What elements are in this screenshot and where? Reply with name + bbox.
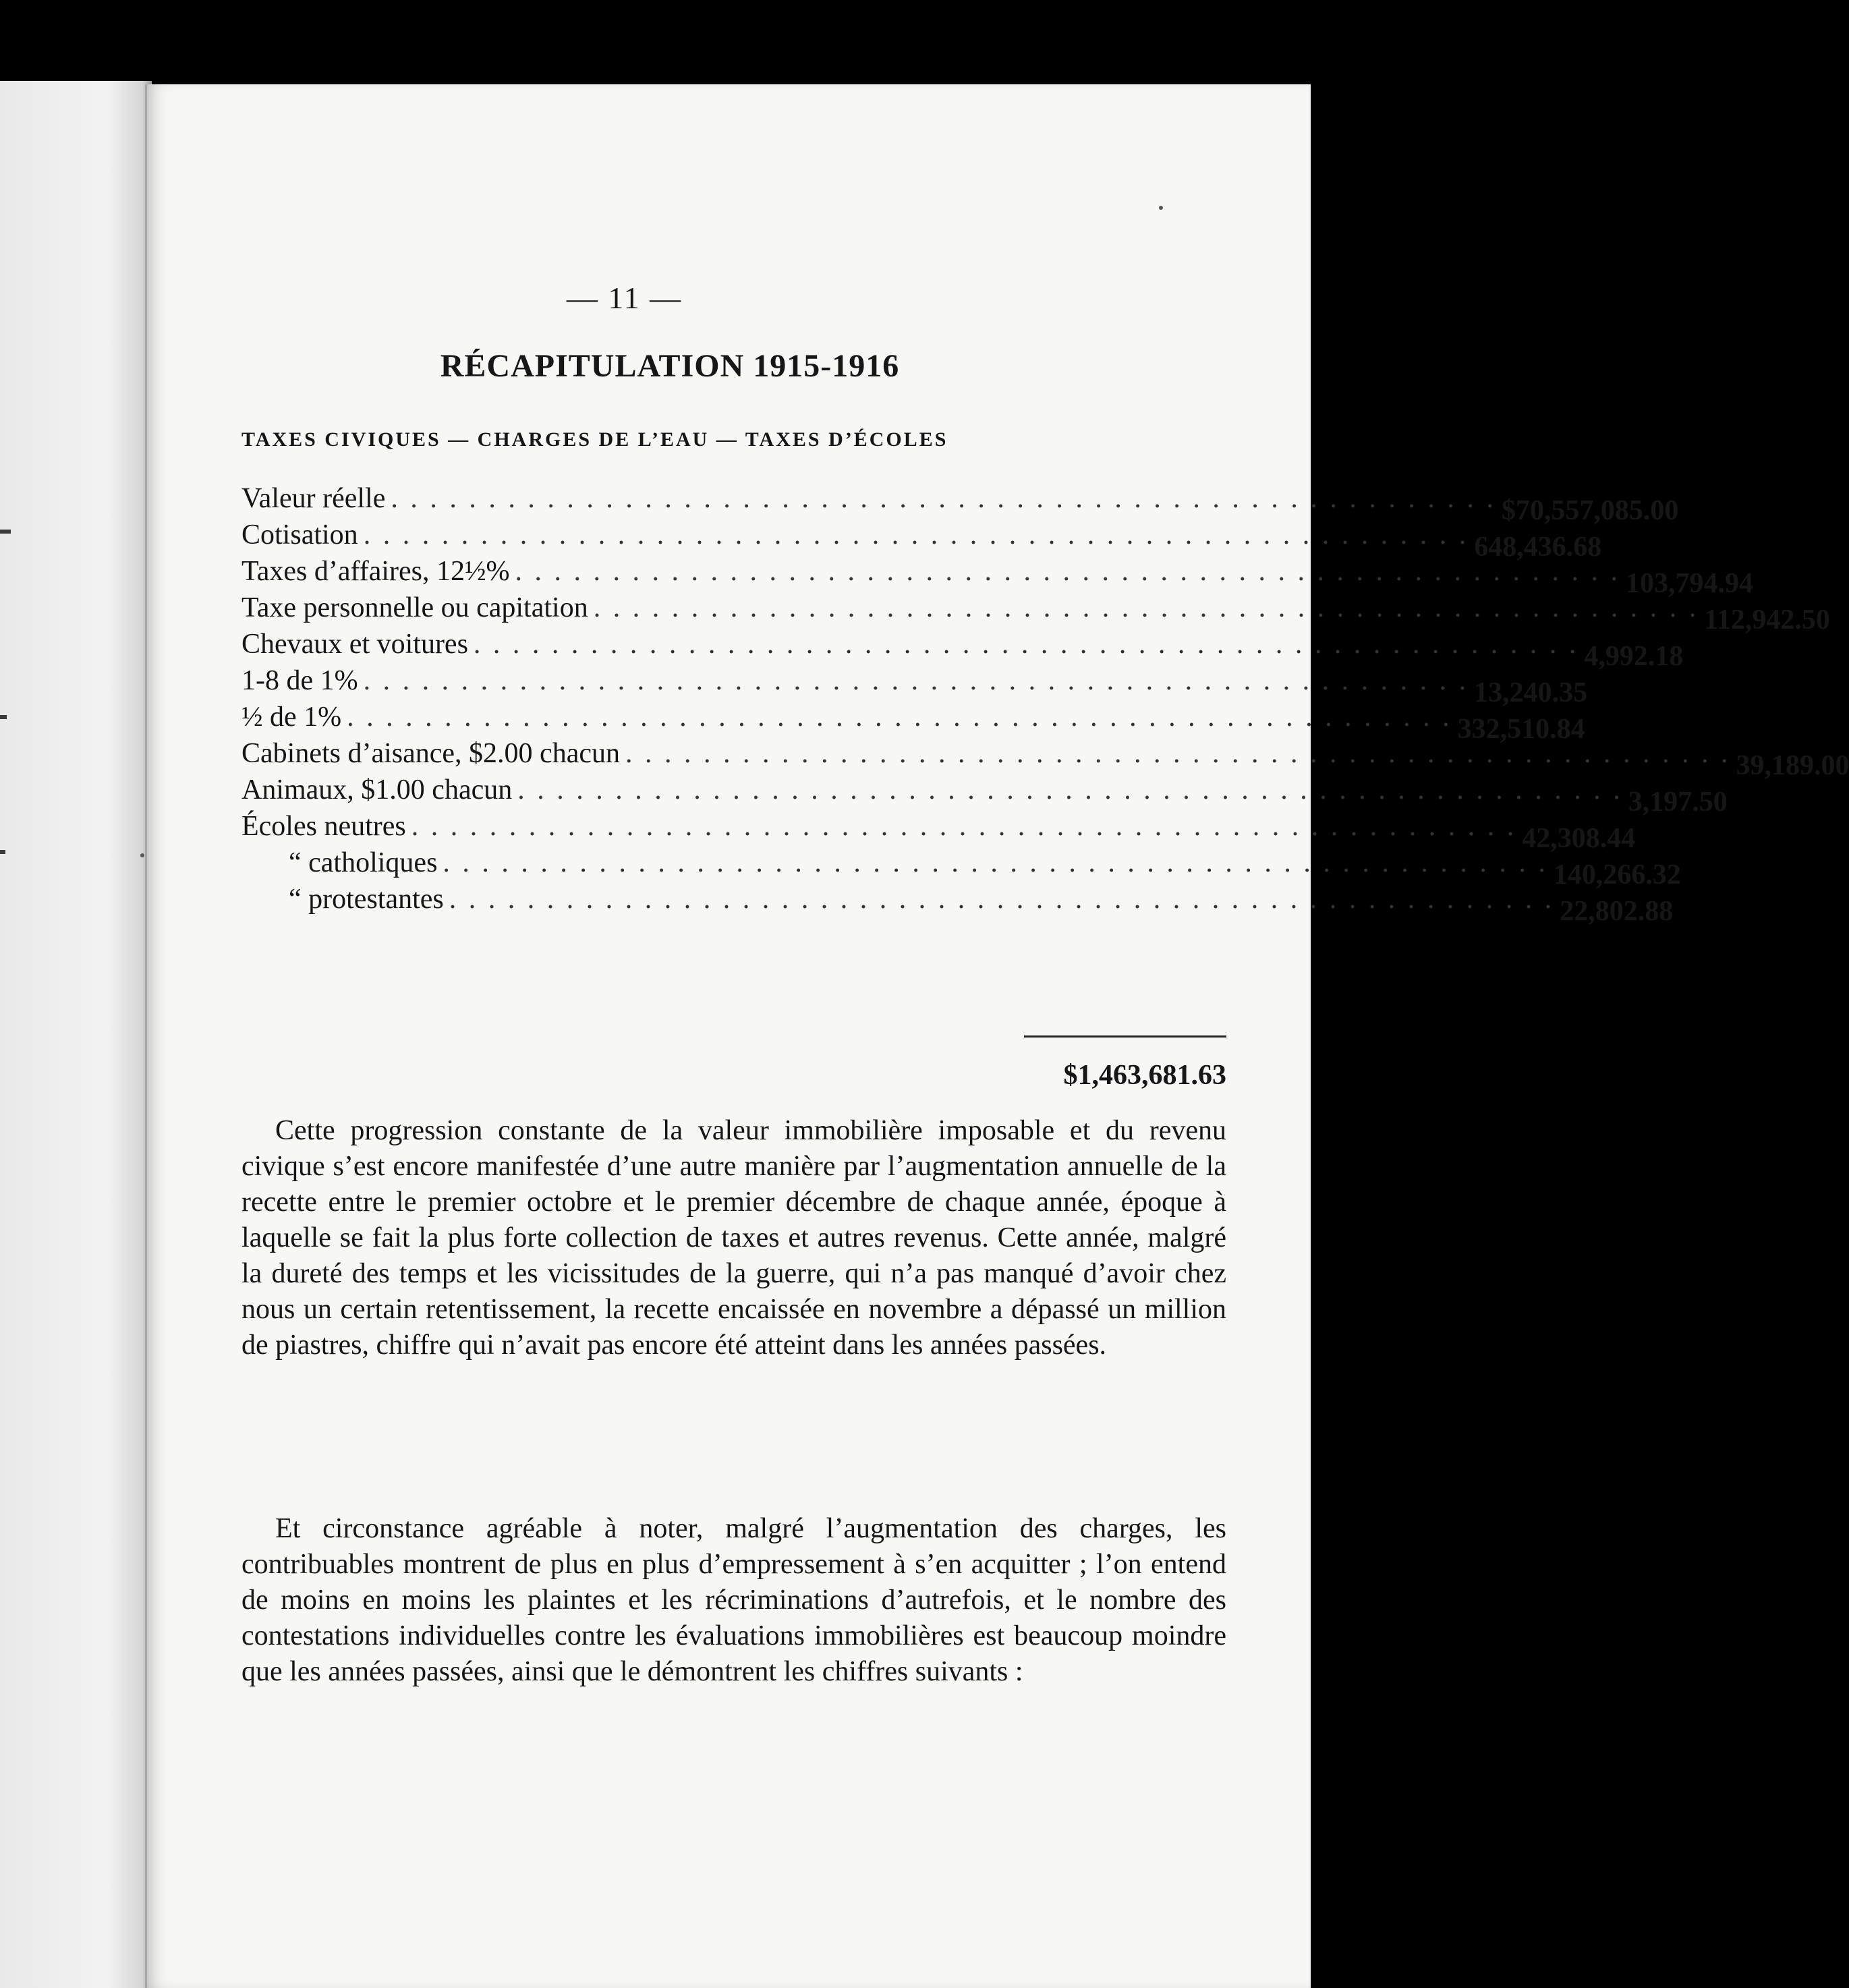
table-row (241, 810, 1636, 854)
row-amount: 332,510.84 (1457, 714, 1585, 745)
row-label: 1-8 de 1% (241, 665, 358, 696)
leader-dots: . . . . . . . . . . . . . . . . . . . . . . . . . . . . . . . . . . . . . . . . . . . . . . . . . . . . . . . . . (473, 629, 1579, 660)
row-amount: 22,802.88 (1560, 896, 1674, 927)
table-row (241, 664, 1588, 708)
row-amount: 103,794.94 (1625, 568, 1753, 599)
leader-dots: . . . . . . . . . . . . . . . . . . . . . . . . . . . . . . . . . . . . . . . . . . . . . . . . . . . . . . . . . (625, 738, 1731, 769)
body-paragraph: Et circonstance agréable à noter, malgré l’augmentation des charges, les contribuables montrent de plus en plus d’empressement à s’en acquitter ; l’on entend de moins en moins les plaintes et les récriminations d’autrefois, et le nombre des contestations individuelles contre les évaluations immobilières est beaucoup moindre que les années passées, ainsi que le démontrent les chiffres suivants : (241, 1513, 1226, 1687)
document-page (145, 84, 1849, 1988)
table-row (241, 883, 1674, 927)
row-amount: 4,992.18 (1584, 641, 1684, 672)
leader-dots: . . . . . . . . . . . . . . . . . . . . . . . . . . . . . . . . . . . . . . . . . . . . . . . . . . . . . . . . . (593, 592, 1699, 623)
leader-dots: . . . . . . . . . . . . . . . . . . . . . . . . . . . . . . . . . . . . . . . . . . . . . . . . . . . . . . . . . (347, 702, 1452, 733)
row-label: ½ de 1% (241, 702, 342, 733)
edge-mark (0, 850, 5, 854)
row-label: “ catholiques (289, 847, 438, 878)
row-amount: $70,557,085.00 (1501, 495, 1679, 526)
edge-mark (0, 530, 11, 534)
table-row (241, 592, 1830, 635)
leader-dots: . . . . . . . . . . . . . . . . . . . . . . . . . . . . . . . . . . . . . . . . . . . . . . . . . . . . . . . . . (449, 884, 1555, 915)
leader-dots: . . . . . . . . . . . . . . . . . . . . . . . . . . . . . . . . . . . . . . . . . . . . . . . . . . . . . . . . . (443, 847, 1548, 878)
row-amount: 112,942.50 (1704, 604, 1830, 635)
page-title: RÉCAPITULATION 1915-1916 (440, 348, 900, 384)
row-amount: 42,308.44 (1522, 823, 1636, 854)
table-row (241, 847, 1681, 890)
total-rule (1024, 1035, 1226, 1038)
body-paragraph: Cette progression constante de la valeur immobilière imposable et du revenu civique s’est encore manifestée d’une autre manière par l’augmentation annuelle de la recette entre le premier octobre et le premier décembre de chaque année, époque à laquelle se fait la plus forte collection de taxes et autres revenus. Cette année, malgré la dureté des temps et les vicissitudes de la guerre, qui n’a pas manqué d’avoir chez nous un certain retentissement, la recette encaissée en novembre a dépassé un million de piastres, chiffre qui n’avait pas encore été atteint dans les années passées. (241, 1115, 1226, 1361)
paper-speck (140, 853, 144, 857)
leader-dots: . . . . . . . . . . . . . . . . . . . . . . . . . . . . . . . . . . . . . . . . . . . . . . . . . . . . . . . . . (515, 556, 1620, 587)
paper-speck (1159, 206, 1163, 210)
table-total: $1,463,681.63 (1063, 1060, 1226, 1091)
recap-table (241, 482, 1849, 927)
row-amount: 13,240.35 (1474, 677, 1588, 708)
row-label: Animaux, $1.00 chacun (241, 774, 513, 805)
page-subtitle: TAXES CIVIQUES — CHARGES DE L’EAU — TAXES D’ÉCOLES (241, 428, 948, 451)
leader-dots: . . . . . . . . . . . . . . . . . . . . . . . . . . . . . . . . . . . . . . . . . . . . . . . . . . . . . . . . . (391, 483, 1496, 514)
table-row (241, 555, 1753, 599)
leader-dots: . . . . . . . . . . . . . . . . . . . . . . . . . . . . . . . . . . . . . . . . . . . . . . . . . . . . . . . . . (363, 519, 1469, 550)
row-amount: 3,197.50 (1628, 787, 1728, 818)
row-label: Taxes d’affaires, 12½% (241, 556, 510, 587)
table-row (241, 774, 1728, 818)
edge-mark (0, 715, 7, 719)
row-label: Valeur réelle (241, 483, 386, 514)
table-row (241, 701, 1585, 745)
row-label: Cabinets d’aisance, $2.00 chacun (241, 738, 620, 769)
row-amount: 648,436.68 (1474, 532, 1602, 563)
adjacent-page-edge (0, 81, 152, 1988)
row-label: Cotisation (241, 519, 358, 550)
page-number: — 11 — (566, 281, 683, 315)
row-label: Écoles neutres (241, 811, 406, 842)
table-row (241, 628, 1684, 672)
row-label: Taxe personnelle ou capitation (241, 592, 588, 623)
row-amount: 39,189.00 (1736, 750, 1849, 781)
leader-dots: . . . . . . . . . . . . . . . . . . . . . . . . . . . . . . . . . . . . . . . . . . . . . . . . . . . . . . . . . (363, 665, 1469, 696)
leader-dots: . . . . . . . . . . . . . . . . . . . . . . . . . . . . . . . . . . . . . . . . . . . . . . . . . . . . . . . . . (411, 811, 1517, 842)
leader-dots: . . . . . . . . . . . . . . . . . . . . . . . . . . . . . . . . . . . . . . . . . . . . . . . . . . . . . . . . . (517, 774, 1623, 805)
row-label: “ protestantes (289, 884, 444, 915)
table-row (241, 737, 1849, 781)
row-amount: 140,266.32 (1553, 859, 1681, 890)
row-label: Chevaux et voitures (241, 629, 468, 660)
table-row (241, 519, 1602, 563)
table-row (241, 482, 1679, 526)
